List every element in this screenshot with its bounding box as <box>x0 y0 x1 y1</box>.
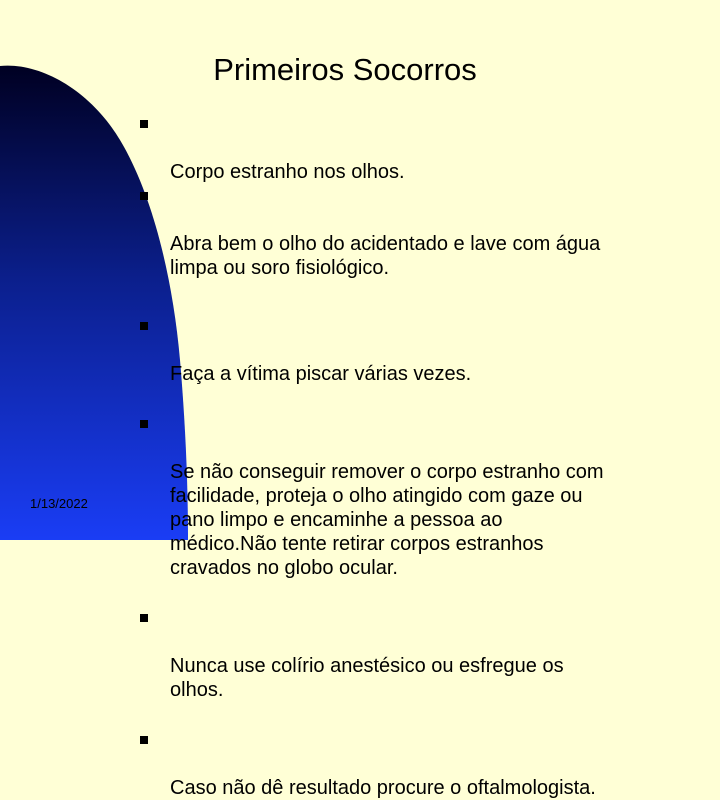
bullet-list <box>140 112 700 800</box>
bullet-text: Caso não dê resultado procure o oftalmologista. <box>170 777 596 799</box>
square-bullet-icon <box>140 736 148 744</box>
bullet-item <box>140 412 700 580</box>
square-bullet-icon <box>140 614 148 622</box>
bullet-item <box>140 184 700 280</box>
square-bullet-icon <box>140 322 148 330</box>
square-bullet-icon <box>140 420 148 428</box>
bullet-text: Faça a vítima piscar várias vezes. <box>170 363 472 385</box>
slide-title: Primeiros Socorros <box>213 52 477 87</box>
bullet-text: Corpo estranho nos olhos. <box>170 161 405 183</box>
bullet-item <box>140 728 700 800</box>
slide-date: 1/13/2022 <box>30 496 88 511</box>
square-bullet-icon <box>140 192 148 200</box>
bullet-item <box>140 314 700 386</box>
bullet-text: Se não conseguir remover o corpo estranho com facilidade, proteja o olho atingido com gaze ou pano limpo e encaminhe a pessoa ao médico.Não tente retirar corpos estranhos cravados no globo ocular. <box>170 461 604 579</box>
square-bullet-icon <box>140 120 148 128</box>
bullet-item <box>140 112 700 184</box>
bullet-text: Abra bem o olho do acidentado e lave com água limpa ou soro fisiológico. <box>170 233 601 279</box>
bullet-item <box>140 606 700 702</box>
bullet-text: Nunca use colírio anestésico ou esfregue os olhos. <box>170 655 564 701</box>
